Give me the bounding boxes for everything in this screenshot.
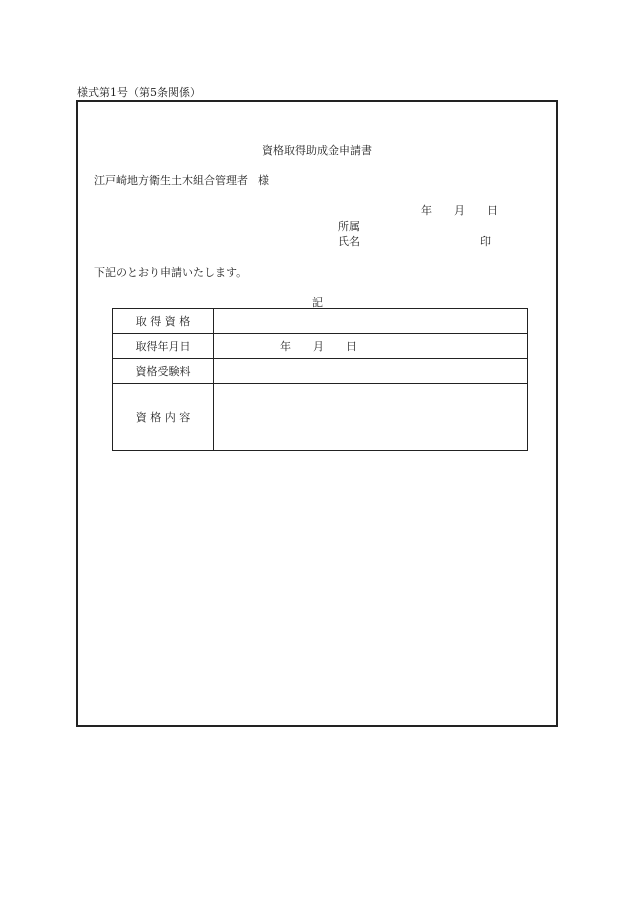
application-form-frame xyxy=(76,100,558,727)
table-row xyxy=(113,359,528,384)
qualification-label: 取 得 資 格 xyxy=(113,309,214,334)
details-table xyxy=(112,308,528,451)
form-number-label: 様式第1号（第5条関係） xyxy=(77,86,201,99)
acquisition-date-field[interactable]: 年 月 日 xyxy=(214,334,528,359)
acquisition-date-label: 取得年月日 xyxy=(113,334,214,359)
document-title: 資格取得助成金申請書 xyxy=(262,144,372,157)
table-row xyxy=(113,334,528,359)
name-label: 氏名 xyxy=(338,235,360,248)
addressee xyxy=(94,172,269,188)
application-date[interactable]: 年 月 日 xyxy=(421,204,498,217)
exam-fee-field[interactable] xyxy=(214,359,528,384)
intro-text: 下記のとおり申請いたします。 xyxy=(94,266,248,279)
exam-fee-label: 資格受験料 xyxy=(113,359,214,384)
qualification-details-field[interactable] xyxy=(214,384,528,451)
table-row xyxy=(113,384,528,451)
ki-heading: 記 xyxy=(312,296,323,309)
addressee-name: 江戸崎地方衛生土木組合管理者 xyxy=(94,174,248,187)
table-row xyxy=(113,309,528,334)
seal-mark: 印 xyxy=(480,235,491,248)
qualification-field[interactable] xyxy=(214,309,528,334)
qualification-details-label: 資 格 内 容 xyxy=(113,384,214,451)
affiliation-label: 所属 xyxy=(338,220,360,233)
addressee-honorific: 様 xyxy=(258,174,269,187)
